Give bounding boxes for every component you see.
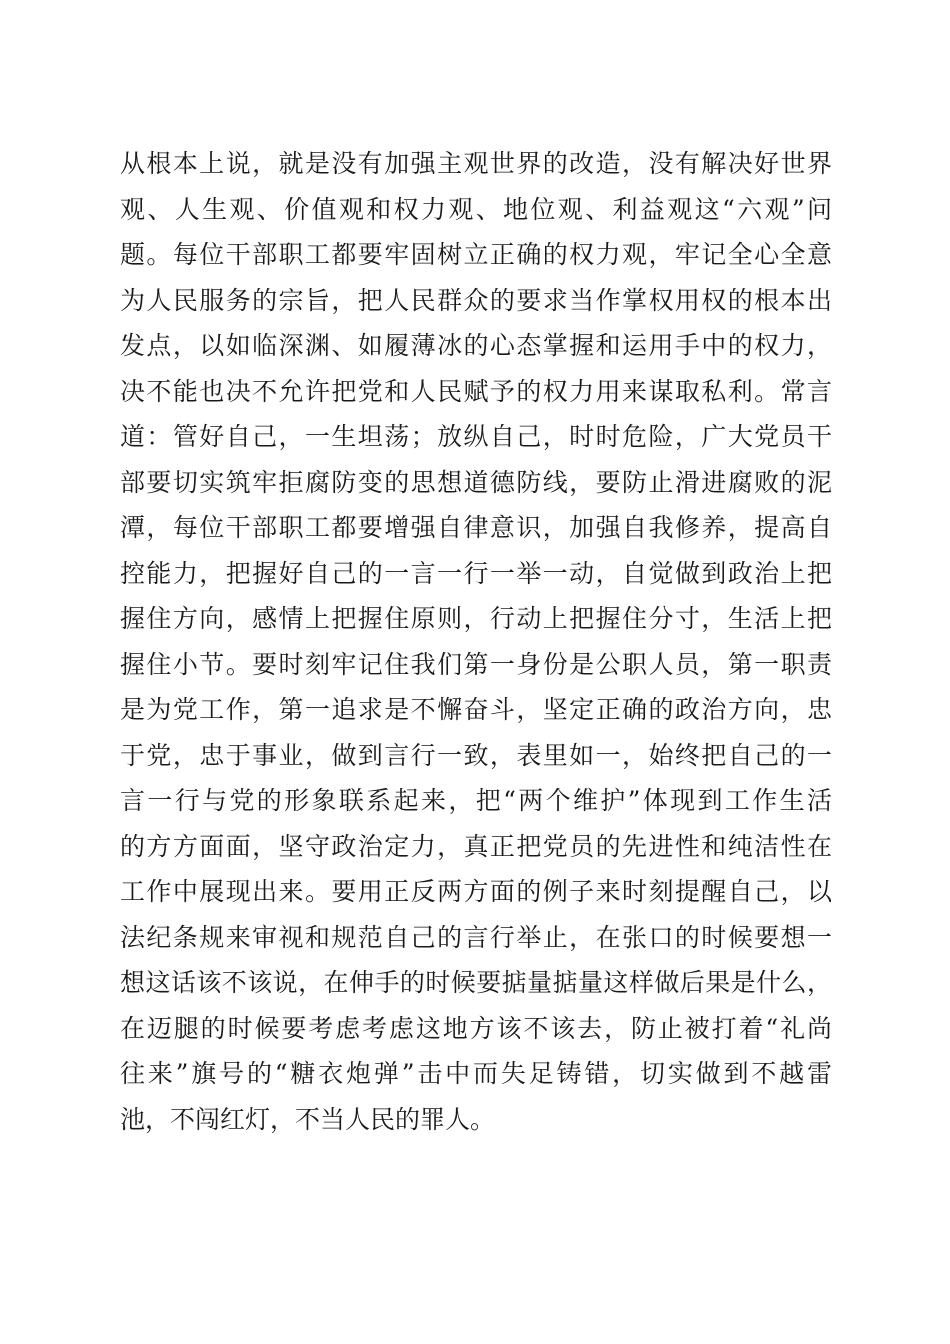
- text-line: 潭，每位干部职工都要增强自律意识，加强自我修养，提高自: [120, 513, 832, 542]
- text-line: 言一行与党的形象联系起来，把“两个维护”体现到工作生活: [120, 786, 832, 815]
- text-line: 发点，以如临深渊、如履薄冰的心态掌握和运用手中的权力，: [120, 331, 832, 360]
- text-line: 握住小节。要时刻牢记住我们第一身份是公职人员，第一职责: [120, 649, 832, 679]
- text-line: 题。每位干部职工都要牢固树立正确的权力观，牢记全心全意: [120, 240, 832, 269]
- text-line: 想这话该不该说，在伸手的时候要掂量掂量这样做后果是什么，: [120, 968, 832, 997]
- text-line: 是为党工作，第一追求是不懈奋斗，坚定正确的政治方向，忠: [120, 695, 832, 724]
- text-line: 于党，忠于事业，做到言行一致，表里如一，始终把自己的一: [120, 740, 832, 770]
- text-line: 控能力，把握好自己的一言一行一举一动，自觉做到政治上把: [120, 558, 832, 588]
- text-line: 法纪条规来审视和规范自己的言行举止，在张口的时候要想一: [120, 922, 832, 952]
- text-line: 道：管好自己，一生坦荡；放纵自己，时时危险，广大党员干: [120, 422, 832, 451]
- text-line: 部要切实筑牢拒腐防变的思想道德防线，要防止滑进腐败的泥: [120, 467, 832, 497]
- text-line: 往来”旗号的“糖衣炮弹”击中而失足铸错，切实做到不越雷: [120, 1059, 832, 1088]
- text-line: 为人民服务的宗旨，把人民群众的要求当作掌权用权的根本出: [120, 285, 832, 315]
- text-line: 工作中展现出来。要用正反两方面的例子来时刻提醒自己，以: [120, 877, 832, 906]
- text-line: 观、人生观、价值观和权力观、地位观、利益观这“六观”问: [120, 194, 832, 224]
- text-line: 决不能也决不允许把党和人民赋予的权力用来谋取私利。常言: [120, 376, 832, 406]
- text-line: 握住方向，感情上把握住原则，行动上把握住分寸，生活上把: [120, 604, 832, 633]
- text-line: 从根本上说，就是没有加强主观世界的改造，没有解决好世界: [120, 149, 832, 178]
- text-line: 的方方面面，坚守政治定力，真正把党员的先进性和纯洁性在: [120, 831, 832, 861]
- text-line: 池，不闯红灯，不当人民的罪人。: [120, 1104, 496, 1134]
- text-line: 在迈腿的时候要考虑考虑这地方该不该去，防止被打着“礼尚: [120, 1013, 832, 1043]
- body-paragraph: [120, 141, 832, 1142]
